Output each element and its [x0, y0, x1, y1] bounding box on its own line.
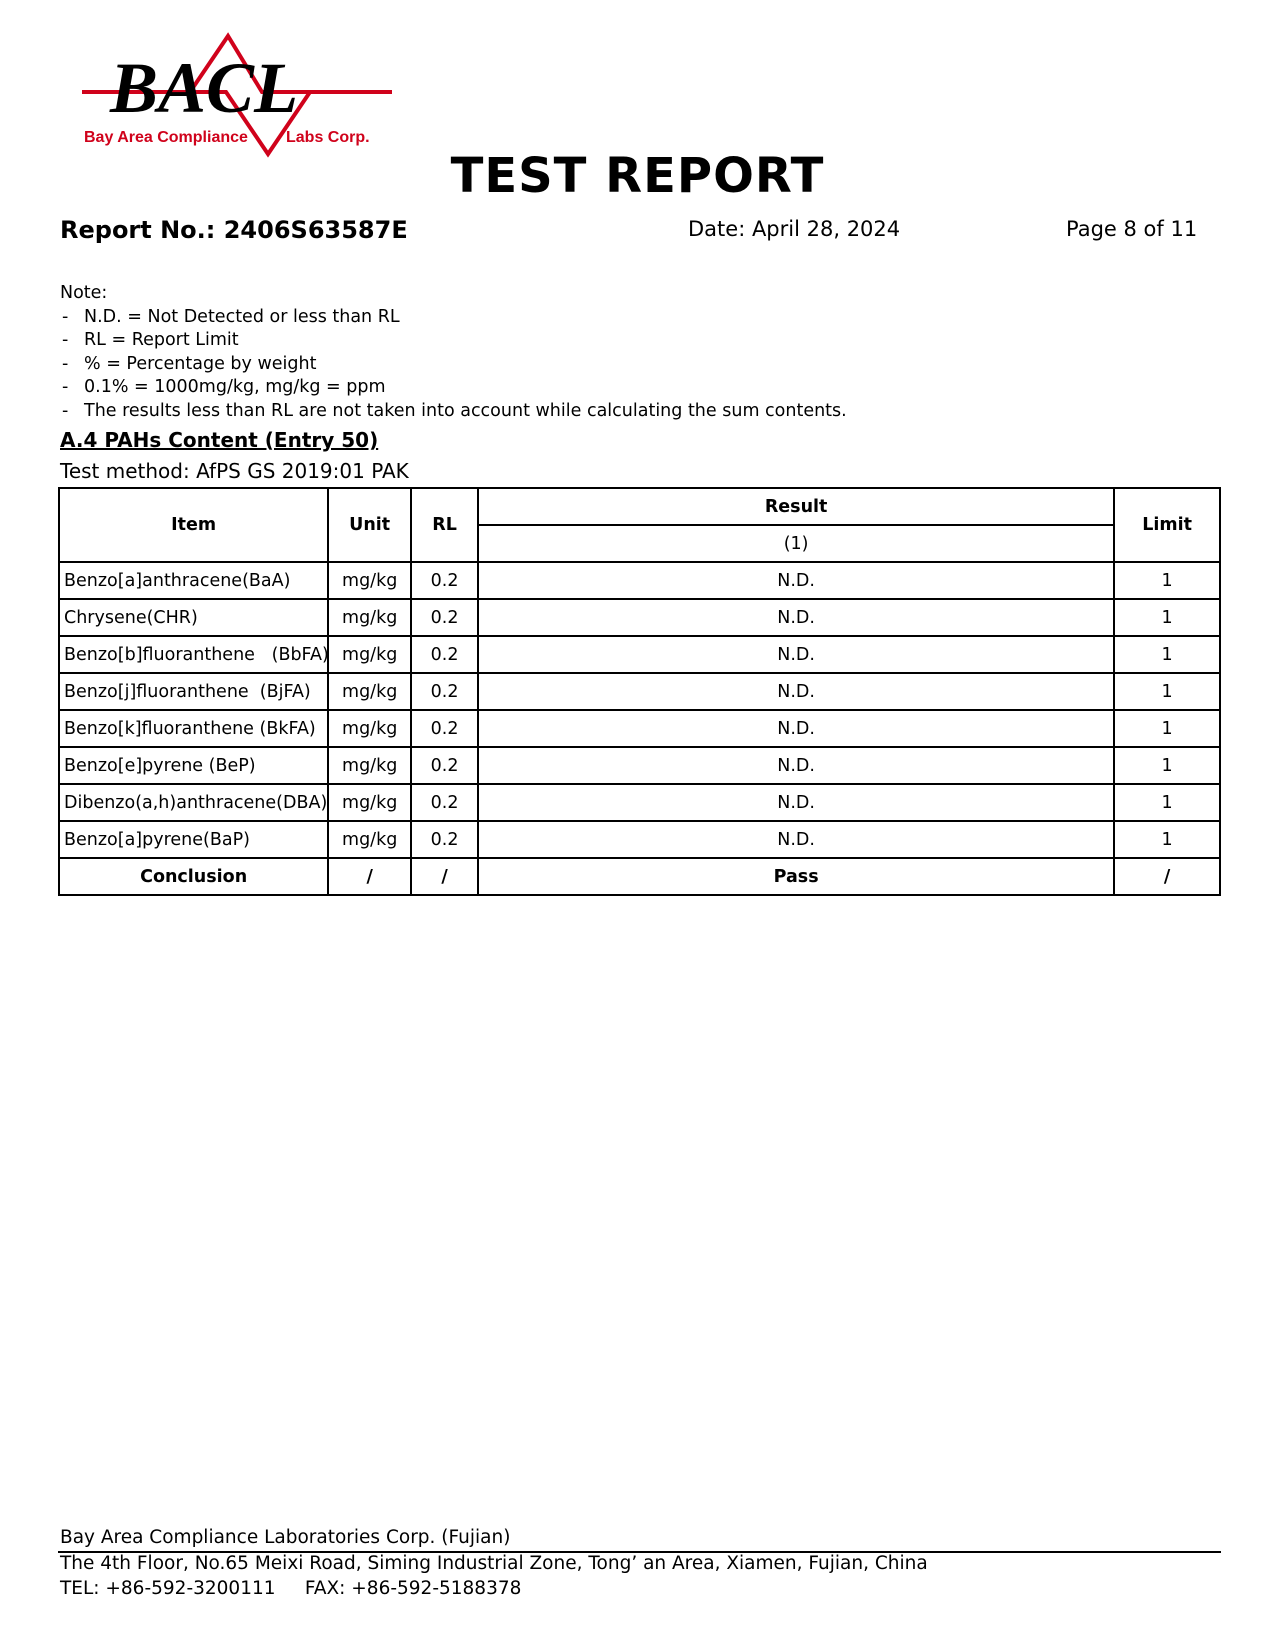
page-indicator: Page 8 of 11	[1066, 217, 1198, 241]
cell-unit: mg/kg	[328, 673, 411, 710]
cell-limit: 1	[1114, 747, 1220, 784]
table-header-row	[59, 488, 1220, 525]
cell-unit: mg/kg	[328, 747, 411, 784]
header-result: Result	[478, 488, 1114, 525]
cell-result: N.D.	[478, 599, 1114, 636]
cell-item: Benzo[a]anthracene(BaA)	[59, 562, 328, 599]
header-result-sub: (1)	[478, 525, 1114, 562]
logo-tagline-left: Bay Area Compliance	[84, 129, 248, 146]
cell-limit: 1	[1114, 784, 1220, 821]
cell-unit: mg/kg	[328, 784, 411, 821]
cell-result: N.D.	[478, 821, 1114, 858]
note-item: - RL = Report Limit	[60, 329, 847, 353]
cell-rl: 0.2	[411, 599, 478, 636]
table-row	[59, 784, 1220, 821]
note-item: - % = Percentage by weight	[60, 353, 847, 377]
cell-unit: mg/kg	[328, 599, 411, 636]
cell-result: N.D.	[478, 784, 1114, 821]
logo-tagline-right: Labs Corp.	[286, 129, 370, 146]
cell-item: Benzo[e]pyrene (BeP)	[59, 747, 328, 784]
conclusion-row	[59, 858, 1220, 895]
cell-item: Chrysene(CHR)	[59, 599, 328, 636]
cell-rl: 0.2	[411, 747, 478, 784]
report-date: Date: April 28, 2024	[688, 217, 901, 241]
cell-unit: mg/kg	[328, 821, 411, 858]
cell-unit: mg/kg	[328, 636, 411, 673]
cell-limit: 1	[1114, 599, 1220, 636]
cell-rl: 0.2	[411, 784, 478, 821]
cell-result: N.D.	[478, 636, 1114, 673]
cell-item: Dibenzo(a,h)anthracene(DBA)	[59, 784, 328, 821]
footer-contact: TEL: +86-592-3200111 FAX: +86-592-5188378	[60, 1578, 522, 1599]
cell-unit: mg/kg	[328, 710, 411, 747]
table-row	[59, 710, 1220, 747]
header-limit: Limit	[1114, 488, 1220, 562]
cell-rl: 0.2	[411, 673, 478, 710]
conclusion-result: Pass	[478, 858, 1114, 895]
notes-heading: Note:	[60, 283, 108, 303]
cell-limit: 1	[1114, 562, 1220, 599]
cell-rl: 0.2	[411, 636, 478, 673]
table-row	[59, 636, 1220, 673]
footer-address: The 4th Floor, No.65 Meixi Road, Siming Industrial Zone, Tong’ an Area, Xiamen, Fujian, China	[60, 1553, 928, 1574]
bacl-logo	[80, 30, 400, 160]
cell-rl: 0.2	[411, 562, 478, 599]
conclusion-rl: /	[411, 858, 478, 895]
cell-unit: mg/kg	[328, 562, 411, 599]
cell-result: N.D.	[478, 673, 1114, 710]
table-row	[59, 673, 1220, 710]
logo-brand-text: BACL	[110, 48, 299, 128]
table-row	[59, 747, 1220, 784]
cell-item: Benzo[a]pyrene(BaP)	[59, 821, 328, 858]
cell-limit: 1	[1114, 710, 1220, 747]
cell-rl: 0.2	[411, 710, 478, 747]
pahs-results-table	[58, 487, 1221, 896]
table-row	[59, 821, 1220, 858]
conclusion-limit: /	[1114, 858, 1220, 895]
note-item: - 0.1% = 1000mg/kg, mg/kg = ppm	[60, 376, 847, 400]
header-item: Item	[59, 488, 328, 562]
cell-limit: 1	[1114, 821, 1220, 858]
note-item: - N.D. = Not Detected or less than RL	[60, 306, 847, 330]
table-row	[59, 562, 1220, 599]
section-title: A.4 PAHs Content (Entry 50)	[60, 428, 379, 452]
cell-limit: 1	[1114, 673, 1220, 710]
cell-item: Benzo[b]fluoranthene (BbFA)	[59, 636, 328, 673]
cell-item: Benzo[k]fluoranthene (BkFA)	[59, 710, 328, 747]
report-number: Report No.: 2406S63587E	[60, 216, 408, 244]
note-item: - The results less than RL are not taken into account while calculating the sum contents.	[60, 400, 847, 424]
header-unit: Unit	[328, 488, 411, 562]
conclusion-unit: /	[328, 858, 411, 895]
cell-item: Benzo[j]fluoranthene (BjFA)	[59, 673, 328, 710]
cell-limit: 1	[1114, 636, 1220, 673]
test-method: Test method: AfPS GS 2019:01 PAK	[60, 459, 409, 483]
cell-result: N.D.	[478, 747, 1114, 784]
cell-rl: 0.2	[411, 821, 478, 858]
report-title: TEST REPORT	[450, 148, 825, 204]
notes-block	[60, 282, 847, 423]
footer-company: Bay Area Compliance Laboratories Corp. (Fujian)	[60, 1527, 511, 1548]
cell-result: N.D.	[478, 710, 1114, 747]
table-row	[59, 599, 1220, 636]
cell-result: N.D.	[478, 562, 1114, 599]
conclusion-label: Conclusion	[59, 858, 328, 895]
header-rl: RL	[411, 488, 478, 562]
